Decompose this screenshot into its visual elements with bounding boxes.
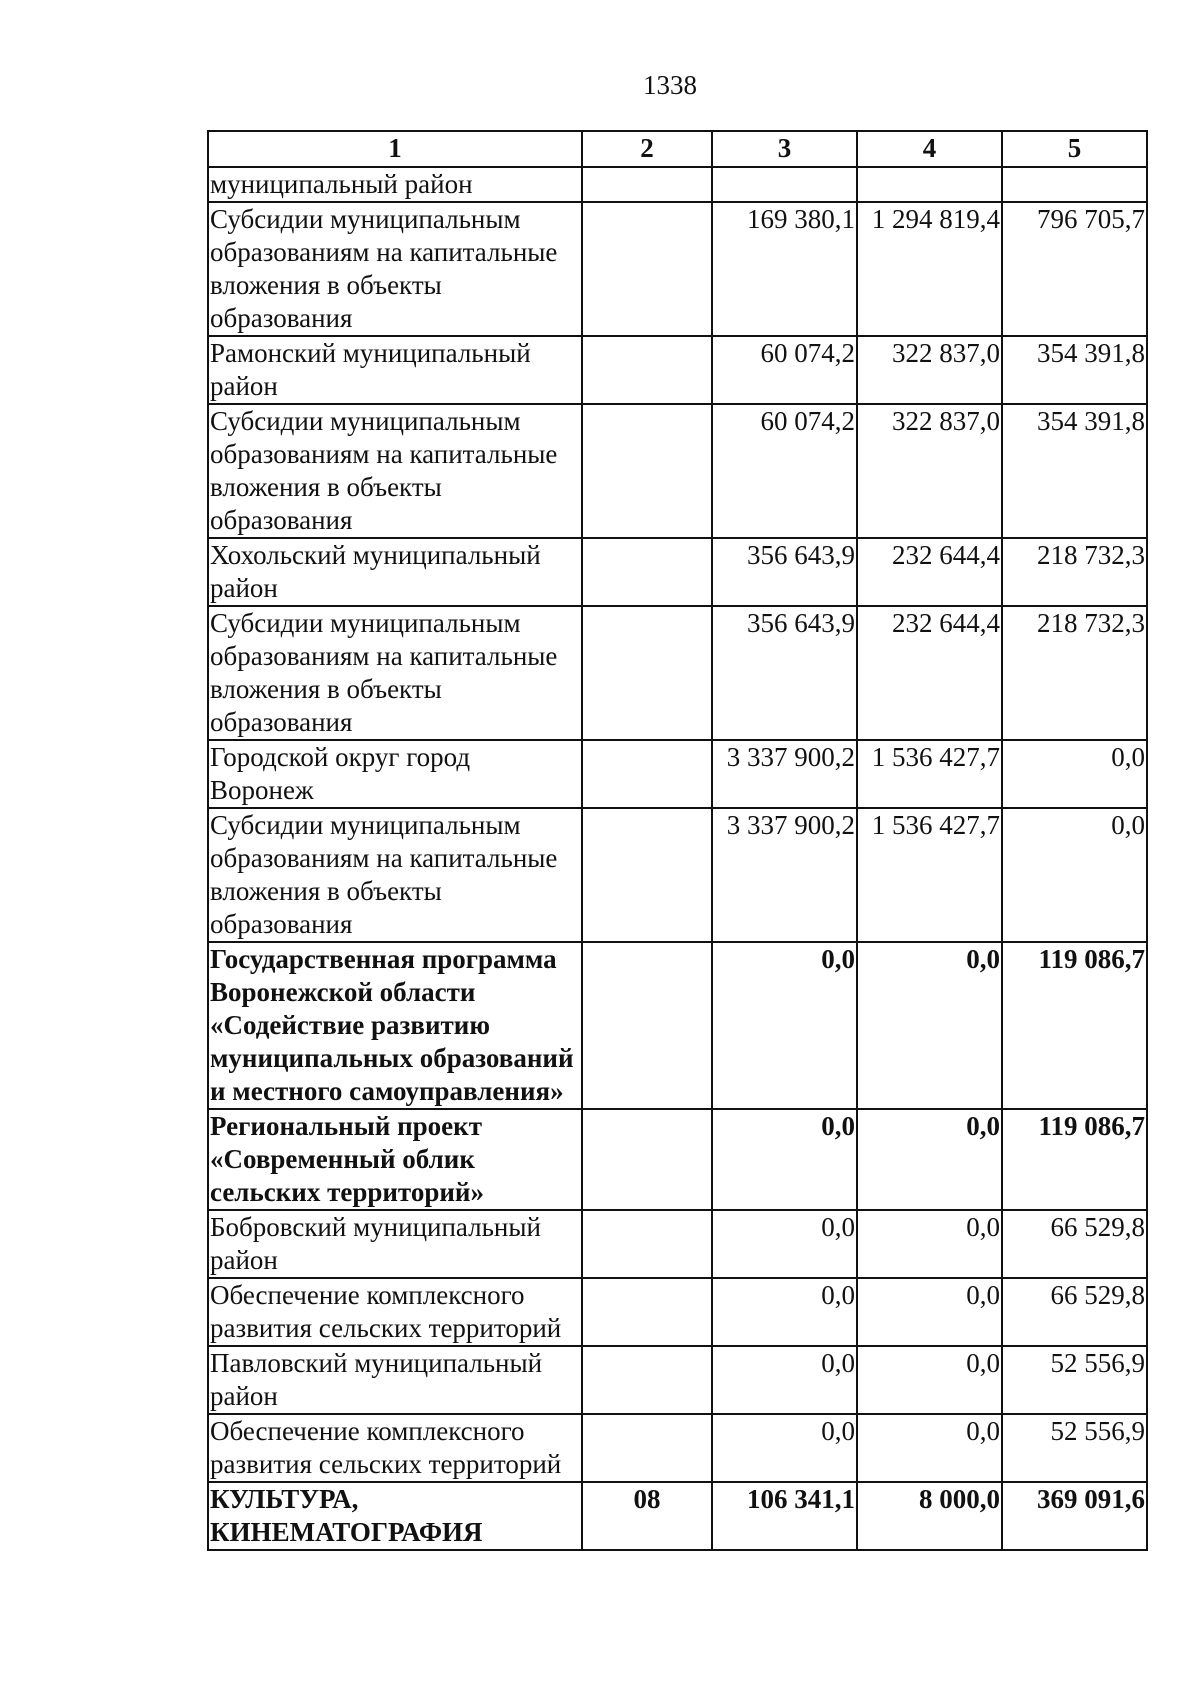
row-value-col3: 169 380,1: [712, 202, 857, 336]
row-value-col4: 1 294 819,4: [857, 202, 1002, 336]
row-code: [582, 740, 712, 808]
row-name: Павловский муниципальный район: [208, 1346, 582, 1414]
header-col-1: 1: [208, 131, 582, 167]
row-value-col3: [712, 167, 857, 202]
row-value-col4: [857, 167, 1002, 202]
row-value-col4: 0,0: [857, 1346, 1002, 1414]
table-row: [208, 942, 1147, 1109]
row-value-col3: 0,0: [712, 1414, 857, 1482]
row-value-col4: 1 536 427,7: [857, 808, 1002, 942]
row-value-col5: 66 529,8: [1002, 1278, 1147, 1346]
row-name: Субсидии муниципальным образованиям на капитальные вложения в объекты образования: [208, 808, 582, 942]
row-value-col3: 106 341,1: [712, 1482, 857, 1550]
table-row: [208, 1482, 1147, 1550]
row-value-col5: 354 391,8: [1002, 404, 1147, 538]
row-code: [582, 1210, 712, 1278]
table-row: [208, 1109, 1147, 1210]
table-row: [208, 538, 1147, 606]
row-name: Государственная программа Воронежской области «Содействие развитию муниципальных образований и местного самоуправления»: [208, 942, 582, 1109]
row-code: [582, 808, 712, 942]
row-value-col4: 322 837,0: [857, 404, 1002, 538]
row-value-col5: 369 091,6: [1002, 1482, 1147, 1550]
row-name: Субсидии муниципальным образованиям на капитальные вложения в объекты образования: [208, 202, 582, 336]
table-row: [208, 740, 1147, 808]
row-code: [582, 202, 712, 336]
table-row: [208, 1414, 1147, 1482]
row-name: КУЛЬТУРА, КИНЕМАТОГРАФИЯ: [208, 1482, 582, 1550]
row-code: [582, 1278, 712, 1346]
row-value-col4: 0,0: [857, 1210, 1002, 1278]
budget-table: [207, 130, 1148, 1551]
row-value-col5: 52 556,9: [1002, 1414, 1147, 1482]
row-value-col4: 1 536 427,7: [857, 740, 1002, 808]
row-code: [582, 1109, 712, 1210]
row-value-col3: 0,0: [712, 1346, 857, 1414]
row-code: [582, 167, 712, 202]
row-value-col3: 356 643,9: [712, 538, 857, 606]
row-name: Субсидии муниципальным образованиям на капитальные вложения в объекты образования: [208, 404, 582, 538]
page-number: 1338: [643, 70, 697, 100]
header-col-5: 5: [1002, 131, 1147, 167]
row-value-col3: 0,0: [712, 1210, 857, 1278]
row-name: Бобровский муниципальный район: [208, 1210, 582, 1278]
row-value-col5: 796 705,7: [1002, 202, 1147, 336]
row-value-col5: 0,0: [1002, 808, 1147, 942]
row-code: [582, 404, 712, 538]
table-row: [208, 1346, 1147, 1414]
row-value-col4: 0,0: [857, 1414, 1002, 1482]
table-row: [208, 1278, 1147, 1346]
row-value-col5: 354 391,8: [1002, 336, 1147, 404]
row-value-col4: 322 837,0: [857, 336, 1002, 404]
row-value-col4: 0,0: [857, 942, 1002, 1109]
row-value-col3: 60 074,2: [712, 404, 857, 538]
row-value-col5: 0,0: [1002, 740, 1147, 808]
row-value-col3: 0,0: [712, 1278, 857, 1346]
row-value-col5: 66 529,8: [1002, 1210, 1147, 1278]
row-code: [582, 336, 712, 404]
row-name: муниципальный район: [208, 167, 582, 202]
table-row: [208, 1210, 1147, 1278]
row-code: [582, 1346, 712, 1414]
row-value-col3: 356 643,9: [712, 606, 857, 740]
header-col-4: 4: [857, 131, 1002, 167]
row-code: 08: [582, 1482, 712, 1550]
row-name: Субсидии муниципальным образованиям на капитальные вложения в объекты образования: [208, 606, 582, 740]
row-value-col4: 8 000,0: [857, 1482, 1002, 1550]
table-row: [208, 404, 1147, 538]
row-code: [582, 606, 712, 740]
row-name: Региональный проект «Современный облик сельских территорий»: [208, 1109, 582, 1210]
row-value-col5: 119 086,7: [1002, 942, 1147, 1109]
row-value-col3: 3 337 900,2: [712, 808, 857, 942]
table-row: [208, 606, 1147, 740]
row-value-col3: 0,0: [712, 1109, 857, 1210]
row-value-col4: 232 644,4: [857, 606, 1002, 740]
row-value-col5: [1002, 167, 1147, 202]
header-col-2: 2: [582, 131, 712, 167]
table-row: [208, 808, 1147, 942]
row-name: Обеспечение комплексного развития сельских территорий: [208, 1278, 582, 1346]
row-name: Хохольский муниципальный район: [208, 538, 582, 606]
row-value-col3: 3 337 900,2: [712, 740, 857, 808]
header-row: [208, 131, 1147, 167]
row-code: [582, 538, 712, 606]
table-row: [208, 167, 1147, 202]
table-body: [208, 167, 1147, 1550]
table-row: [208, 336, 1147, 404]
row-value-col4: 232 644,4: [857, 538, 1002, 606]
header-col-3: 3: [712, 131, 857, 167]
row-value-col3: 60 074,2: [712, 336, 857, 404]
row-code: [582, 942, 712, 1109]
row-value-col4: 0,0: [857, 1109, 1002, 1210]
table-row: [208, 202, 1147, 336]
row-name: Рамонский муниципальный район: [208, 336, 582, 404]
row-value-col5: 218 732,3: [1002, 606, 1147, 740]
row-name: Городской округ город Воронеж: [208, 740, 582, 808]
row-value-col5: 119 086,7: [1002, 1109, 1147, 1210]
row-value-col3: 0,0: [712, 942, 857, 1109]
row-value-col5: 52 556,9: [1002, 1346, 1147, 1414]
row-value-col5: 218 732,3: [1002, 538, 1147, 606]
row-value-col4: 0,0: [857, 1278, 1002, 1346]
row-code: [582, 1414, 712, 1482]
row-name: Обеспечение комплексного развития сельских территорий: [208, 1414, 582, 1482]
